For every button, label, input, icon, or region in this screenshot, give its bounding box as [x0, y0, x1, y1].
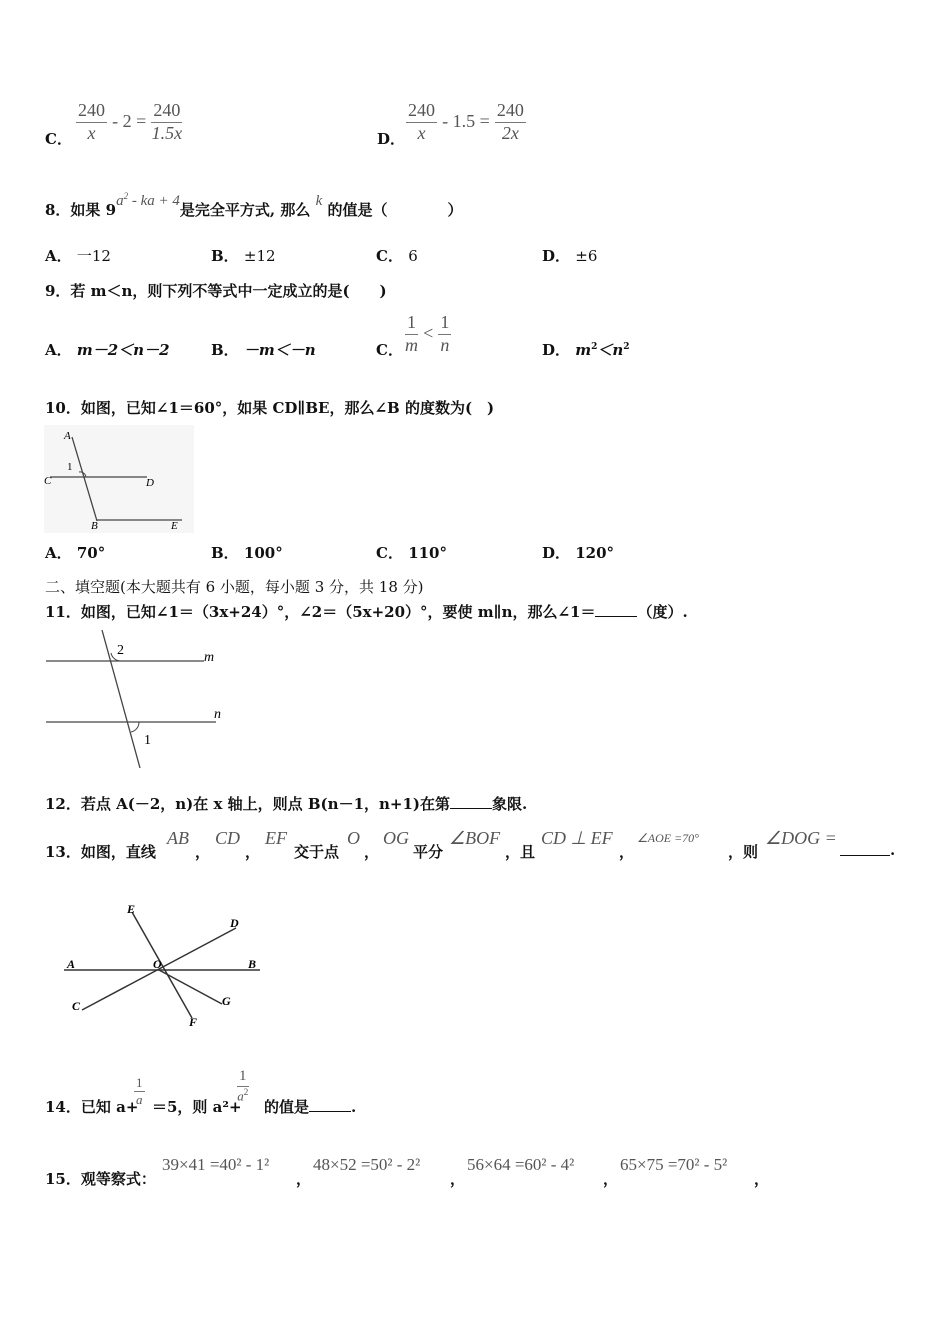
- q13-comma: ，: [619, 843, 635, 861]
- point-o-label: O: [153, 957, 162, 971]
- answer-blank[interactable]: [450, 794, 492, 809]
- option-value: ±6: [575, 247, 598, 265]
- q13-comma: ，: [245, 843, 261, 861]
- angle-1-label: 1: [67, 461, 73, 473]
- q14-tail: [264, 1096, 356, 1117]
- q11-figure: [44, 628, 234, 770]
- q8-text2: 的值是（ ）: [327, 201, 463, 219]
- q11-stem-tail: （度）.: [637, 603, 688, 621]
- q14-lead: 14．已知 a+: [45, 1098, 139, 1116]
- q7-option-d-label: D．: [377, 130, 406, 148]
- q8-text1: 是完全平方式, 那么: [179, 201, 311, 219]
- q14-fraction-2: [237, 1068, 249, 1103]
- point-d-label: D: [146, 477, 154, 489]
- q15-sep: ，: [754, 1170, 770, 1188]
- q8-expr-sup: 2: [123, 191, 129, 201]
- point-a-label: A: [67, 957, 76, 971]
- point-c-label: C: [44, 475, 52, 487]
- fraction-denominator: 1.5x: [151, 122, 183, 143]
- q10-option-d: [542, 542, 614, 563]
- q12-stem: [45, 793, 527, 814]
- fraction-numerator: 1: [438, 313, 451, 335]
- q10-option-b: [211, 542, 283, 563]
- q13-ray-og: OG: [383, 828, 409, 848]
- q14-fraction-1: [134, 1076, 145, 1108]
- point-e-label: E: [127, 902, 136, 916]
- q8-option-c: [376, 245, 418, 266]
- q11-stem: [45, 601, 688, 622]
- option-value: 110°: [408, 544, 447, 562]
- q12-stem-text: 12．若点 A(－2，n)在 x 轴上，则点 B(n－1，n+1)在第: [45, 795, 451, 813]
- option-label: A．: [45, 544, 72, 562]
- ray-og: [159, 970, 222, 1004]
- q14-mid: ＝5，则 a²+: [152, 1098, 242, 1116]
- option-label: D．: [542, 247, 571, 265]
- q13-lead: 13．如图，直线: [45, 843, 156, 861]
- q13-angle-dog: ∠DOG =: [765, 828, 837, 848]
- fraction-numerator: 240: [76, 101, 107, 123]
- option-value: ＜n: [597, 341, 624, 359]
- fraction-numerator: 1: [237, 1068, 249, 1087]
- option-value: 120°: [575, 544, 615, 562]
- q8-option-b: [211, 245, 276, 266]
- q13-bisect-text: 平分: [413, 843, 444, 861]
- q7-option-c-equation: [76, 101, 182, 144]
- point-e-label: E: [171, 520, 178, 532]
- q13-intersect-text: 交于点: [294, 843, 340, 861]
- point-d-label: D: [230, 916, 239, 930]
- option-value: 6: [408, 247, 418, 265]
- point-b-label: B: [91, 520, 98, 532]
- equation-middle: - 2 =: [112, 110, 147, 131]
- angle-1-arc: [131, 722, 139, 732]
- answer-blank[interactable]: [595, 602, 637, 617]
- q13-comma: ，: [364, 843, 380, 861]
- q7-option-d-equation: [406, 101, 526, 144]
- option-value: m－2＜n－2: [76, 341, 170, 359]
- option-label: B．: [211, 247, 239, 265]
- q13-line-cd: CD: [215, 828, 241, 848]
- point-g-label: G: [222, 994, 231, 1008]
- q9-stem: 9．若 m＜n，则下列不等式中一定成立的是( ): [45, 282, 387, 300]
- fraction-denominator: 2x: [501, 122, 519, 143]
- option-value: 100°: [243, 544, 283, 562]
- q8-number: 8．如果 9: [45, 201, 117, 219]
- q8-k: k: [315, 193, 323, 209]
- fraction-numerator: 1: [405, 313, 418, 335]
- q15-eq-2: 48×52 =50² - 2²: [313, 1155, 421, 1174]
- q9-option-c-label: C．: [376, 341, 403, 359]
- option-value: 一12: [76, 247, 111, 265]
- q13-point-o: O: [347, 828, 360, 848]
- q9-option-d: [542, 339, 630, 360]
- q7-option-c-label: C．: [45, 130, 72, 148]
- q15-sep: ，: [603, 1170, 619, 1188]
- fraction-denominator: a: [237, 1087, 244, 1103]
- option-value: ±12: [243, 247, 276, 265]
- fraction-denominator: n: [440, 334, 450, 355]
- q8-option-d: [542, 245, 597, 266]
- q13-and-text: ，且: [505, 843, 536, 861]
- equation-middle: - 1.5 =: [442, 110, 490, 131]
- q12-stem-tail: 象限.: [492, 795, 528, 813]
- point-f-label: F: [189, 1015, 198, 1029]
- q15-sep: ，: [450, 1170, 466, 1188]
- fraction-numerator: 240: [151, 101, 182, 123]
- sup: 2: [623, 342, 630, 352]
- fraction-numerator: 1: [134, 1076, 145, 1092]
- q15-lead: 15．观等察式：: [45, 1170, 156, 1188]
- q9-option-c-expr: [405, 313, 451, 356]
- q10-figure: [44, 425, 194, 533]
- q8-expr-rest: - ka + 4: [131, 193, 180, 209]
- q13-comma: ，: [195, 843, 211, 861]
- q8-expr-a: a: [116, 193, 124, 209]
- angle-2-label: 2: [117, 643, 124, 658]
- q10-option-a: [45, 542, 105, 563]
- option-label: C．: [376, 544, 403, 562]
- q13-angle-aoe: ∠AOE =70°: [637, 831, 699, 845]
- q13-then-text: ，则: [728, 843, 759, 861]
- line-ef: [132, 912, 192, 1018]
- q8-stem: [45, 191, 463, 220]
- q9-option-a: [45, 339, 170, 360]
- q13-period: .: [890, 841, 896, 859]
- option-label: B．: [211, 544, 239, 562]
- fraction-denominator: a: [136, 1092, 143, 1108]
- inequality-sign: <: [423, 322, 434, 343]
- option-value: 70°: [76, 544, 106, 562]
- option-label: B．: [211, 341, 239, 359]
- q13-angle-bof: ∠BOF: [449, 828, 501, 848]
- line-m-label: m: [204, 650, 215, 665]
- point-c-label: C: [72, 999, 81, 1013]
- q13-perpendicular: CD ⊥ EF: [541, 828, 613, 848]
- section-title: 二、填空题(本大题共有 6 小题，每小题 3 分，共 18 分): [45, 578, 424, 596]
- answer-blank[interactable]: [840, 841, 890, 856]
- option-label: A．: [45, 341, 72, 359]
- q13-line-ab: AB: [167, 828, 189, 848]
- q15-eq-4: 65×75 =70² - 5²: [620, 1155, 728, 1174]
- q11-stem-text: 11．如图，已知∠1＝（3x+24）°，∠2＝（5x+20）°，要使 m∥n，那么∠1＝: [45, 603, 596, 621]
- option-label: D．: [542, 544, 571, 562]
- q13-figure: [64, 900, 274, 1032]
- q15-eq-3: 56×64 =60² - 4²: [467, 1155, 575, 1174]
- point-b-label: B: [248, 957, 257, 971]
- option-value: －m＜－n: [243, 341, 316, 359]
- q9-option-b: [211, 339, 316, 360]
- option-label: D．: [542, 341, 571, 359]
- sup: 2: [243, 1086, 249, 1097]
- q13-line-ef: EF: [265, 828, 287, 848]
- fraction-denominator: x: [417, 122, 426, 143]
- q15-sep: ，: [296, 1170, 312, 1188]
- fraction-numerator: 240: [406, 101, 437, 123]
- option-value: m: [575, 341, 592, 359]
- q10-stem: 10．如图，已知∠1＝60°，如果 CD∥BE，那么∠B 的度数为( ): [45, 399, 495, 417]
- fraction-numerator: 240: [495, 101, 526, 123]
- option-label: C．: [376, 247, 403, 265]
- q14-tail-text: 的值是: [264, 1098, 310, 1116]
- q10-option-c: [376, 542, 447, 563]
- sup: 2: [591, 342, 598, 352]
- q14-period: .: [351, 1098, 357, 1116]
- fraction-denominator: m: [405, 334, 418, 355]
- angle-1-label: 1: [144, 733, 151, 748]
- fraction-denominator: x: [87, 122, 96, 143]
- point-a-label: A: [64, 430, 71, 442]
- q15-eq-1: 39×41 =40² - 1²: [162, 1155, 270, 1174]
- q8-option-a: [45, 245, 111, 266]
- line-n-label: n: [214, 707, 221, 722]
- answer-blank[interactable]: [309, 1097, 351, 1112]
- option-label: A．: [45, 247, 72, 265]
